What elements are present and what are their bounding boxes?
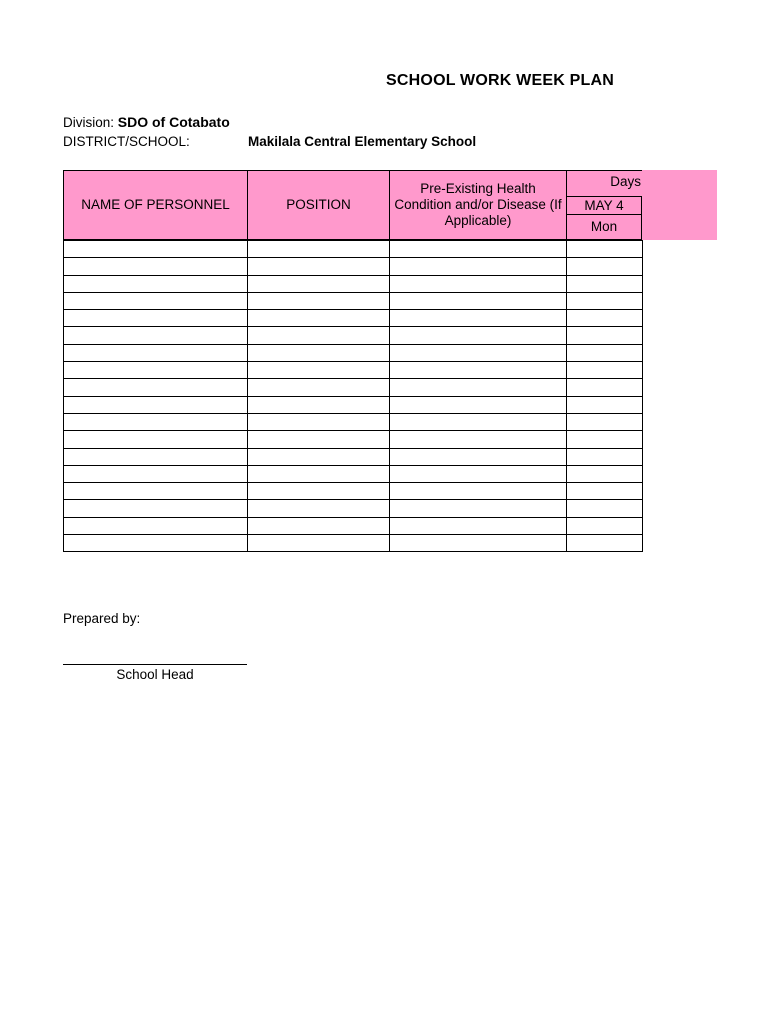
cell-health[interactable]	[390, 379, 567, 396]
table-row	[64, 535, 643, 552]
table-row	[64, 327, 643, 344]
header-position: POSITION	[248, 171, 390, 239]
cell-day[interactable]	[567, 500, 643, 517]
table-row	[64, 362, 643, 379]
cell-position[interactable]	[248, 310, 390, 327]
signature-line	[63, 664, 247, 665]
cell-health[interactable]	[390, 344, 567, 361]
cell-position[interactable]	[248, 292, 390, 309]
table-row	[64, 483, 643, 500]
cell-name[interactable]	[64, 379, 248, 396]
cell-position[interactable]	[248, 327, 390, 344]
cell-position[interactable]	[248, 431, 390, 448]
header-day: Mon	[567, 215, 642, 239]
table-row	[64, 258, 643, 275]
cell-health[interactable]	[390, 310, 567, 327]
table-row	[64, 344, 643, 361]
cell-position[interactable]	[248, 379, 390, 396]
cell-name[interactable]	[64, 327, 248, 344]
cell-health[interactable]	[390, 431, 567, 448]
cell-name[interactable]	[64, 241, 248, 258]
header-health-condition: Pre-Existing Health Condition and/or Disease (If Applicable)	[390, 171, 567, 239]
cell-position[interactable]	[248, 483, 390, 500]
district-label: DISTRICT/SCHOOL:	[63, 134, 190, 149]
cell-position[interactable]	[248, 448, 390, 465]
header-date: MAY 4	[567, 196, 642, 215]
cell-day[interactable]	[567, 431, 643, 448]
cell-health[interactable]	[390, 362, 567, 379]
cell-position[interactable]	[248, 500, 390, 517]
cell-health[interactable]	[390, 465, 567, 482]
cell-day[interactable]	[567, 275, 643, 292]
cell-day[interactable]	[567, 344, 643, 361]
division-label: Division:	[63, 115, 115, 130]
cell-health[interactable]	[390, 292, 567, 309]
cell-health[interactable]	[390, 535, 567, 552]
table-row	[64, 465, 643, 482]
header-name-of-personnel: NAME OF PERSONNEL	[64, 171, 248, 239]
cell-name[interactable]	[64, 413, 248, 430]
cell-name[interactable]	[64, 431, 248, 448]
cell-day[interactable]	[567, 483, 643, 500]
personnel-table-body	[64, 241, 643, 552]
header-fill-extension	[642, 170, 717, 240]
table-row	[64, 379, 643, 396]
cell-day[interactable]	[567, 535, 643, 552]
cell-day[interactable]	[567, 413, 643, 430]
cell-health[interactable]	[390, 483, 567, 500]
cell-name[interactable]	[64, 275, 248, 292]
cell-name[interactable]	[64, 292, 248, 309]
table-row	[64, 241, 643, 258]
cell-name[interactable]	[64, 465, 248, 482]
cell-name[interactable]	[64, 396, 248, 413]
cell-health[interactable]	[390, 517, 567, 534]
cell-day[interactable]	[567, 517, 643, 534]
cell-day[interactable]	[567, 396, 643, 413]
table-row	[64, 396, 643, 413]
table-row	[64, 413, 643, 430]
cell-name[interactable]	[64, 258, 248, 275]
table-row	[64, 275, 643, 292]
division-value: SDO of Cotabato	[117, 114, 230, 130]
cell-position[interactable]	[248, 517, 390, 534]
cell-day[interactable]	[567, 310, 643, 327]
table-header	[63, 170, 642, 240]
cell-day[interactable]	[567, 292, 643, 309]
division-line	[63, 114, 230, 130]
table-row	[64, 517, 643, 534]
cell-health[interactable]	[390, 241, 567, 258]
cell-name[interactable]	[64, 448, 248, 465]
cell-position[interactable]	[248, 241, 390, 258]
cell-day[interactable]	[567, 327, 643, 344]
cell-name[interactable]	[64, 483, 248, 500]
cell-position[interactable]	[248, 413, 390, 430]
cell-day[interactable]	[567, 258, 643, 275]
cell-day[interactable]	[567, 241, 643, 258]
cell-name[interactable]	[64, 500, 248, 517]
prepared-by-label: Prepared by:	[63, 611, 141, 626]
cell-name[interactable]	[64, 310, 248, 327]
cell-health[interactable]	[390, 396, 567, 413]
table-row	[64, 292, 643, 309]
cell-name[interactable]	[64, 517, 248, 534]
table-row	[64, 431, 643, 448]
cell-position[interactable]	[248, 396, 390, 413]
cell-position[interactable]	[248, 275, 390, 292]
header-days: Days	[610, 174, 641, 189]
table-row	[64, 500, 643, 517]
signatory-title: School Head	[116, 667, 194, 682]
school-value: Makilala Central Elementary School	[248, 134, 477, 149]
cell-position[interactable]	[248, 362, 390, 379]
cell-name[interactable]	[64, 535, 248, 552]
cell-health[interactable]	[390, 258, 567, 275]
cell-name[interactable]	[64, 362, 248, 379]
cell-day[interactable]	[567, 379, 643, 396]
cell-day[interactable]	[567, 448, 643, 465]
cell-position[interactable]	[248, 344, 390, 361]
cell-health[interactable]	[390, 327, 567, 344]
cell-position[interactable]	[248, 535, 390, 552]
personnel-table	[63, 240, 643, 552]
cell-day[interactable]	[567, 465, 643, 482]
table-row	[64, 448, 643, 465]
cell-health[interactable]	[390, 500, 567, 517]
cell-health[interactable]	[390, 275, 567, 292]
document-title: SCHOOL WORK WEEK PLAN	[386, 72, 614, 89]
cell-position[interactable]	[248, 465, 390, 482]
cell-name[interactable]	[64, 344, 248, 361]
cell-health[interactable]	[390, 448, 567, 465]
cell-health[interactable]	[390, 413, 567, 430]
cell-position[interactable]	[248, 258, 390, 275]
cell-day[interactable]	[567, 362, 643, 379]
table-row	[64, 310, 643, 327]
